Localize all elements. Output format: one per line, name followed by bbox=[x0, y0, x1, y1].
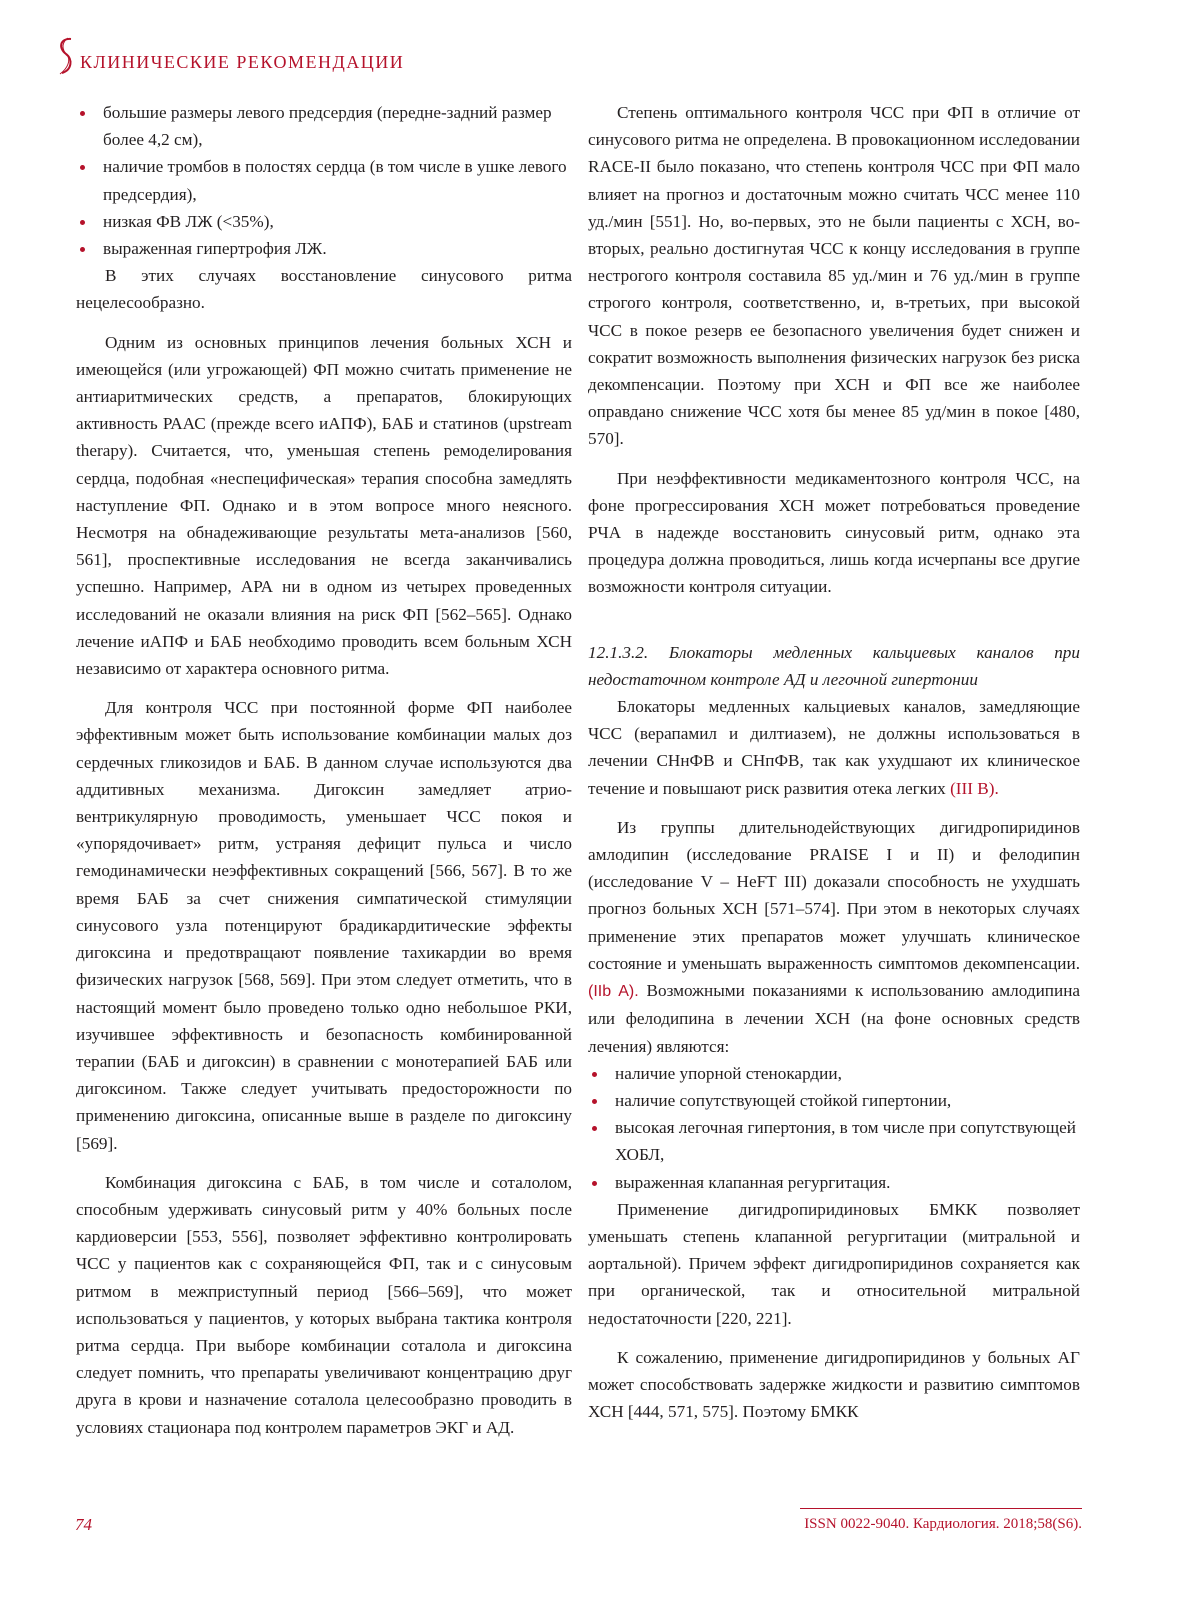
paragraph-text: Блокаторы медленных кальциевых каналов, замедляющие ЧСС (верапамил и дилтиазем), не должны использоваться в лечении СНнФВ и СНпФВ, так как ухудшают их клиническое течение и повышают риск развития отека легких bbox=[588, 697, 1080, 798]
list-item: наличие сопутствующей стойкой гипертонии, bbox=[588, 1087, 1080, 1114]
journal-citation: ISSN 0022-9040. Кардиология. 2018;58(S6). bbox=[804, 1516, 1082, 1532]
list-item: большие размеры левого предсердия (передне-задний размер более 4,2 см), bbox=[76, 99, 572, 153]
page-header bbox=[56, 36, 404, 76]
s-monogram-logo-icon bbox=[56, 36, 78, 76]
section-heading: 12.1.3.2. Блокаторы медленных кальциевых каналов при недостаточном контроле АД и легочной гипертонии bbox=[588, 642, 1080, 689]
paragraph: Одним из основных принципов лечения больных ХСН и имеющейся (или угрожающей) ФП можно считать применение не антиаритмических средств, а препаратов, блокирующих активность РААС (прежде всего иАПФ), БАБ и статинов (upstream therapy). Считается, что, уменьшая степень ремоделирования сердца, подобная «неспецифическая» терапия способна замедлять наступление ФП. Однако и в этом вопросе много неясного. Несмотря на обнадеживающие результаты мета-анализов [560, 561], проспективные исследования не всегда заканчивались успешно. Например, АРА ни в одном из четырех проведенных исследований не оказали влияния на риск ФП [562–565]. Однако лечение иАПФ и БАБ необходимо проводить всем больным ХСН независимо от характера основного ритма. bbox=[76, 332, 572, 679]
contraindication-list bbox=[76, 99, 572, 262]
list-item: выраженная гипертрофия ЛЖ. bbox=[76, 235, 572, 262]
list-item: выраженная клапанная регургитация. bbox=[588, 1169, 1080, 1196]
footer-rule bbox=[800, 1508, 1082, 1509]
list-item: высокая легочная гипертония, в том числе при сопутствующей ХОБЛ, bbox=[588, 1114, 1080, 1168]
paragraph-text: Из группы длительнодействующих дигидропиридинов амлодипин (исследование PRAISE I и II) и фелодипин (исследование V – HeFT III) доказали способность не ухудшать прогноз больных ХСН [571–574]. При этом в некоторых случаях применение этих препаратов может улучшать клиническое состояние и уменьшать выраженность симптомов декомпенсации. bbox=[588, 817, 1080, 973]
paragraph bbox=[588, 693, 1080, 802]
evidence-level: (IIb A). bbox=[588, 983, 639, 1001]
paragraph: При неэффективности медикаментозного контроля ЧСС, на фоне прогрессирования ХСН может потребоваться проведение РЧА в надежде восстановить синусовый ритм, однако эта процедура должна проводиться, лишь когда исчерпаны все другие возможности контроля ситуации. bbox=[588, 468, 1080, 597]
page-number: 74 bbox=[75, 1515, 92, 1534]
evidence-level: (III B). bbox=[950, 778, 999, 798]
paragraph: Применение дигидропиридиновых БМКК позволяет уменьшать степень клапанной регургитации (митральной и аортальной). Причем эффект дигидропиридинов сохраняется как при органической, так и относительной митральной недостаточности [220, 221]. bbox=[588, 1199, 1080, 1328]
paragraph: Для контроля ЧСС при постоянной форме ФП наиболее эффективным может быть использование комбинации малых доз сердечных гликозидов и БАБ. В данном случае используются два аддитивных механизма. Дигоксин замедляет атрио-вентрикулярную проводимость, уменьшает ЧСС покоя и «упорядочивает» ритм, устраняя дефицит пульса и число гемодинамически неэффективных сокращений [566, 567]. В то же время БАБ за счет снижения симпатической стимуляции синусового узла потенцируют брадикардитические эффекты дигоксина и предотвращают появление тахикардии во время физических нагрузок [568, 569]. При этом следует отметить, что в настоящий момент было проведено только одно небольшое РКИ, изучившее эффективность и безопасность комбинированной терапии (БАБ и дигоксин) в сравнении с монотерапией БАБ или дигоксином. Также следует учитывать предосторожности по применению дигоксина, описанные выше в разделе по дигоксину [569]. bbox=[76, 698, 572, 1153]
list-item: наличие тромбов в полостях сердца (в том числе в ушке левого предсердия), bbox=[76, 153, 572, 207]
indication-list bbox=[588, 1060, 1080, 1196]
left-column bbox=[76, 99, 572, 1441]
paragraph-text: Возможными показаниями к использованию амлодипина или фелодипина в лечении ХСН (на фоне основных средств лечения) являются: bbox=[588, 981, 1081, 1056]
paragraph bbox=[588, 814, 1080, 1060]
right-column bbox=[588, 99, 1080, 1425]
paragraph: В этих случаях восстановление синусового ритма нецелесообразно. bbox=[76, 266, 572, 313]
list-item: низкая ФВ ЛЖ (<35%), bbox=[76, 208, 572, 235]
list-item: наличие упорной стенокардии, bbox=[588, 1060, 1080, 1087]
paragraph: К сожалению, применение дигидропиридинов у больных АГ может способствовать задержке жидкости и развитию симптомов ХСН [444, 571, 575]. Поэтому БМКК bbox=[588, 1347, 1080, 1422]
paragraph: Степень оптимального контроля ЧСС при ФП в отличие от синусового ритма не определена. В провокационном исследовании RACE-II было показано, что степень контроля ЧСС при ФП мало влияет на прогноз и достаточным можно считать ЧСС менее 110 уд./мин [551]. Но, во-первых, это не были пациенты с ХСН, во-вторых, реально достигнутая ЧСС к концу исследования в группе нестрогого контроля составила 85 уд./мин и 76 уд./мин в группе строгого контроля, соответственно, и, в-третьих, при высокой ЧСС в покое резерв ее безопасного увеличения будет снижен и сократит возможность выполнения физических нагрузок без риска декомпенсации. Поэтому при ХСН и ФП все же наиболее оправдано снижение ЧСС хотя бы менее 85 уд/мин в покое [480, 570]. bbox=[588, 103, 1081, 449]
running-head-title: КЛИНИЧЕСКИЕ РЕКОМЕНДАЦИИ bbox=[80, 51, 405, 72]
paragraph: Комбинация дигоксина с БАБ, в том числе и соталолом, способным удерживать синусовый ритм у 40% больных после кардиоверсии [553, 556], позволяет эффективно контролировать ЧСС у пациентов как с сохраняющейся ФП, так и с синусовым ритмом в межприступный период [566–569], что может использоваться у пациентов, у которых выбрана тактика контроля ритма сердца. При выборе комбинации соталола и дигоксина следует помнить, что препараты увеличивают концентрацию друг друга в крови и назначение соталола целесообразно проводить в условиях стационара под контролем параметров ЭКГ и АД. bbox=[76, 1172, 572, 1437]
